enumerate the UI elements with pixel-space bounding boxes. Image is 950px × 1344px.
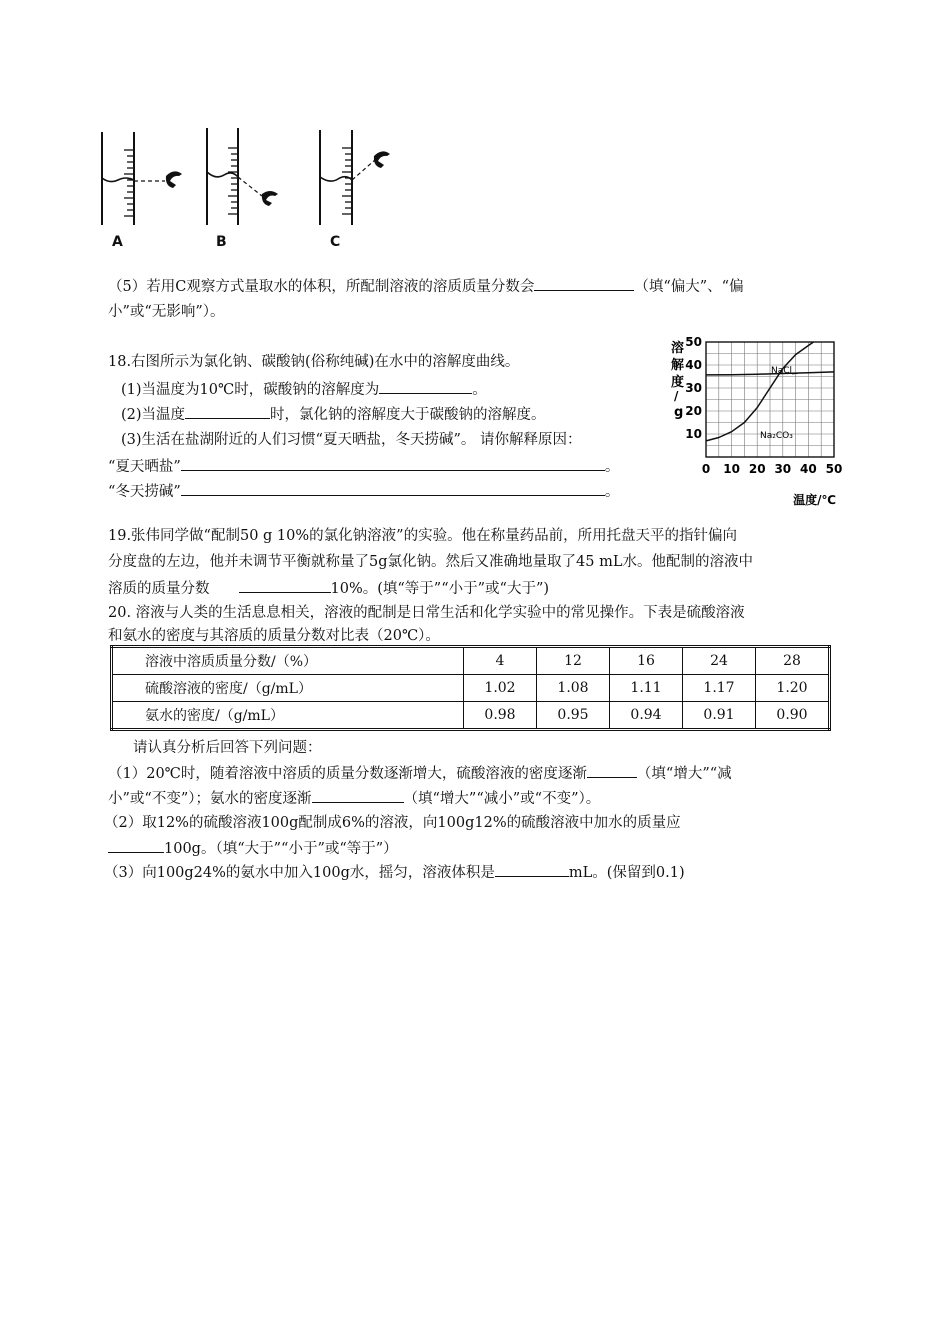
answer-blank[interactable]: [181, 456, 605, 471]
q18-part2-text: (2)当温度: [121, 407, 186, 423]
answer-blank[interactable]: [495, 862, 569, 877]
series-line-na2co3: [706, 342, 814, 441]
q20-prompt: 请认真分析后回答下列问题：: [133, 740, 322, 756]
x-tick-label: 10: [723, 462, 740, 476]
x-tick-label: 0: [701, 462, 711, 476]
table-cell: 1.17: [683, 675, 756, 702]
cylinder-label-c: C: [330, 234, 341, 250]
y-axis-label-char: 溶: [671, 341, 685, 356]
q17-5-options: （填“偏大”、“偏: [634, 279, 744, 295]
y-tick-label: 20: [685, 404, 702, 418]
q17-5-line1: [108, 276, 744, 297]
x-tick-label: 50: [825, 462, 843, 476]
answer-blank[interactable]: [108, 838, 164, 853]
table-cell: 1.02: [464, 675, 537, 702]
table-row: [112, 647, 830, 675]
q17-5-text: （5）若用C观察方式量取水的体积，所配制溶液的溶质质量分数会: [108, 279, 535, 295]
q20-answer1-line2: [108, 788, 600, 809]
series-label-nacl: NaCl: [771, 366, 793, 376]
answer-blank[interactable]: [312, 788, 404, 803]
answer-blank[interactable]: [534, 276, 634, 291]
table-cell: 24: [683, 647, 756, 675]
q18-summer-label: “夏天晒盐”: [108, 459, 181, 475]
q20-a1-line2-text: 小”或“不变”）；氨水的密度逐渐: [108, 791, 312, 807]
x-tick-label: 30: [774, 462, 792, 476]
table-cell: 0.94: [610, 702, 683, 730]
y-tick-label: 50: [685, 335, 702, 349]
y-axis-label-char: g: [674, 405, 684, 420]
q18-part3: (3)生活在盐湖附近的人们习惯“夏天晒盐，冬天捞碱”。 请你解释原因：: [121, 432, 582, 448]
q20-a1-line2-options: （填“增大”“减小”或“不变”）。: [403, 791, 601, 807]
q19-line1: 19.张伟同学做“配制50 g 10%的氯化钠溶液”的实验。他在称量药品前，所用托盘天平的指针偏向: [108, 528, 738, 544]
cylinder-reading-figure: [90, 120, 410, 260]
table-cell: 0.98: [464, 702, 537, 730]
table-cell: 0.90: [756, 702, 830, 730]
q18-intro: 18.右图所示为氯化钠、碳酸钠(俗称纯碱)在水中的溶解度曲线。: [108, 354, 520, 370]
q20-answer2-line2: [108, 838, 398, 859]
answer-blank[interactable]: [239, 578, 331, 593]
y-axis-label-char: 度: [671, 375, 685, 390]
q20-line1: 20. 溶液与人类的生活息息相关，溶液的配制是日常生活和化学实验中的常见操作。下表是硫酸溶液: [108, 605, 745, 621]
table-cell: 4: [464, 647, 537, 675]
q20-line2: 和氨水的密度与其溶质的质量分数对比表（20℃）。: [108, 628, 440, 644]
q18-part1-text: (1)当温度为10℃时，碳酸钠的溶解度为: [121, 382, 380, 398]
answer-blank[interactable]: [181, 481, 605, 496]
table-row: [112, 675, 830, 702]
cylinder-label-a: A: [112, 234, 123, 250]
q18-part2: [121, 404, 546, 425]
q20-answer2-line1: （2）取12%的硫酸溶液100g配制成6%的溶液，向100g12%的硫酸溶液中加水的质量应: [104, 815, 681, 831]
table-cell: 0.91: [683, 702, 756, 730]
q20-answer3: [104, 862, 685, 883]
cylinder-a: [102, 132, 182, 225]
q19-line2: 分度盘的左边，他并未调节平衡就称量了5g氯化钠。然后又准确地量取了45 mL水。他配制的溶液中: [108, 554, 753, 570]
row-label: 溶液中溶质质量分数/（%）: [112, 647, 464, 675]
table-cell: 1.11: [610, 675, 683, 702]
table-cell: 12: [537, 647, 610, 675]
y-axis-label-char: 解: [671, 358, 685, 373]
y-tick-label: 30: [685, 381, 702, 395]
q20-a2-line2-text: 100g。（填“大于”“小于”或“等于”）: [164, 841, 398, 857]
table-cell: 0.95: [537, 702, 610, 730]
row-label: 硫酸溶液的密度/（g/mL）: [112, 675, 464, 702]
series-label-na2co3: Na₂CO₃: [760, 431, 793, 441]
q20-a3-end: mL。(保留到0.1): [568, 865, 685, 881]
cylinder-label-b: B: [216, 234, 227, 250]
q18-winter-end: 。: [604, 484, 620, 500]
x-tick-label: 20: [748, 462, 766, 476]
chart-ticks: [685, 335, 842, 476]
table-cell: 1.20: [756, 675, 830, 702]
table-cell: 28: [756, 647, 830, 675]
y-tick-label: 40: [685, 358, 702, 372]
y-tick-label: 10: [685, 427, 702, 441]
table-row: [112, 702, 830, 730]
cylinder-b: [207, 128, 278, 225]
q19-line3: [108, 578, 549, 599]
q18-winter-label: “冬天捞碱”: [108, 484, 181, 500]
q20-answer1-line1: [108, 763, 732, 784]
q17-5-line2: 小”或“无影响”）。: [108, 304, 225, 320]
y-axis-label: [671, 340, 685, 420]
q20-a1-text: （1）20℃时，随着溶液中溶质的质量分数逐渐增大，硫酸溶液的密度逐渐: [108, 766, 587, 782]
eye-icon: [374, 151, 390, 168]
table-cell: 16: [610, 647, 683, 675]
q20-a1-options: （填“增大”“减: [636, 766, 732, 782]
q18-summer-end: 。: [604, 459, 620, 475]
eye-icon: [166, 171, 182, 188]
q20-a3-text: （3）向100g24%的氨水中加入100g水，摇匀，溶液体积是: [104, 865, 495, 881]
answer-blank[interactable]: [379, 379, 472, 394]
cylinder-c: [320, 130, 390, 225]
answer-blank[interactable]: [587, 763, 637, 778]
row-label: 氨水的密度/（g/mL）: [112, 702, 464, 730]
y-axis-label-char: /: [674, 389, 679, 403]
q18-summer: [108, 456, 619, 477]
q19-line3-text: 溶质的质量分数: [108, 581, 239, 597]
q18-part1: [121, 379, 487, 400]
eye-icon: [262, 191, 278, 206]
q19-line3-end: 10%。(填“等于”“小于”或“大于”): [330, 581, 550, 597]
table-cell: 1.08: [537, 675, 610, 702]
x-axis-label: 温度/℃: [793, 493, 836, 507]
q18-part1-end: 。: [472, 382, 487, 398]
solubility-chart: [664, 334, 848, 512]
q18-part2-end: 时，氯化钠的溶解度大于碳酸钠的溶解度。: [270, 407, 546, 423]
density-table: [110, 645, 831, 731]
x-tick-label: 40: [800, 462, 817, 476]
q18-winter: [108, 481, 619, 502]
answer-blank[interactable]: [185, 404, 270, 419]
